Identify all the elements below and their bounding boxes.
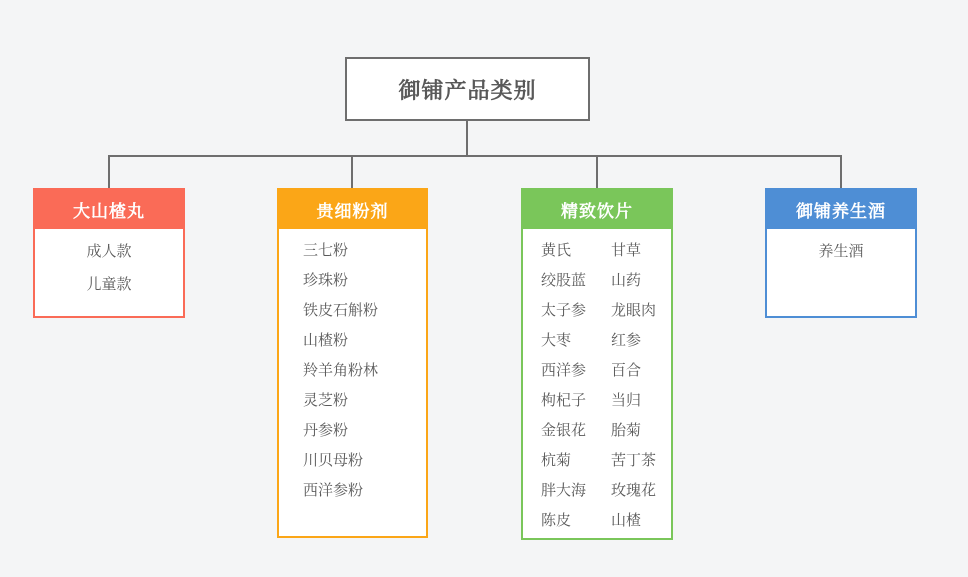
product-item: 灵芝粉 [303,392,349,409]
product-item: 大枣 [541,332,572,349]
branch-item-list [767,229,915,268]
product-item: 枸杞子 [541,392,587,409]
product-item: 丹参粉 [303,422,349,439]
connector-drop-branch-1 [108,155,110,188]
product-item: 羚羊角粉林 [303,362,379,379]
product-item: 养生酒 [818,243,864,260]
branch-title: 大山楂丸 [73,202,145,221]
product-item: 玫瑰花 [611,482,657,499]
product-item: 当归 [611,392,642,409]
product-item: 山楂粉 [303,332,349,349]
branch-header [767,190,915,229]
product-item: 西洋参粉 [303,482,364,499]
product-item: 龙眼肉 [611,302,657,319]
product-item: 山药 [611,272,642,289]
root-title: 御铺产品类别 [398,77,537,103]
product-item: 儿童款 [86,276,132,293]
product-item: 胎菊 [611,422,642,439]
connector-drop-branch-2 [351,155,353,188]
product-item: 陈皮 [541,512,572,529]
product-item: 山楂 [611,512,642,529]
product-item: 杭菊 [541,452,572,469]
branch-header [279,190,426,229]
product-item: 金银花 [541,422,587,439]
item-column-right [611,236,656,536]
item-column-left [541,236,611,536]
branch-title: 贵细粉剂 [316,202,389,221]
connector-root-vertical [466,121,468,157]
product-item: 红参 [611,332,642,349]
product-item: 铁皮石斛粉 [303,302,379,319]
branch-header [35,190,183,229]
branch-node-dashanzha-wan[interactable] [33,188,185,318]
product-item: 珍珠粉 [303,272,349,289]
product-item: 川贝母粉 [303,452,364,469]
connector-drop-branch-3 [596,155,598,188]
product-item: 黄氏 [541,242,572,259]
product-item: 胖大海 [541,482,587,499]
branch-item-list [35,229,183,301]
product-item: 苦丁茶 [611,452,657,469]
connector-horizontal [108,155,842,157]
branch-node-yupu-yangshengjiu[interactable] [765,188,917,318]
branch-title: 御铺养生酒 [796,202,886,221]
product-item: 甘草 [611,242,642,259]
root-node[interactable] [345,57,590,121]
product-item: 西洋参 [541,362,587,379]
branch-title: 精致饮片 [561,202,633,221]
branch-node-jingzhi-yinpian[interactable] [521,188,673,540]
product-item: 成人款 [86,243,132,260]
product-item: 百合 [611,362,642,379]
product-item: 三七粉 [303,242,349,259]
product-item: 绞股蓝 [541,272,587,289]
product-item: 太子参 [541,302,587,319]
branch-item-list [279,229,426,506]
branch-node-guixi-fenji[interactable] [277,188,428,538]
connector-drop-branch-4 [840,155,842,188]
branch-header [523,190,671,229]
branch-item-list [523,229,671,536]
